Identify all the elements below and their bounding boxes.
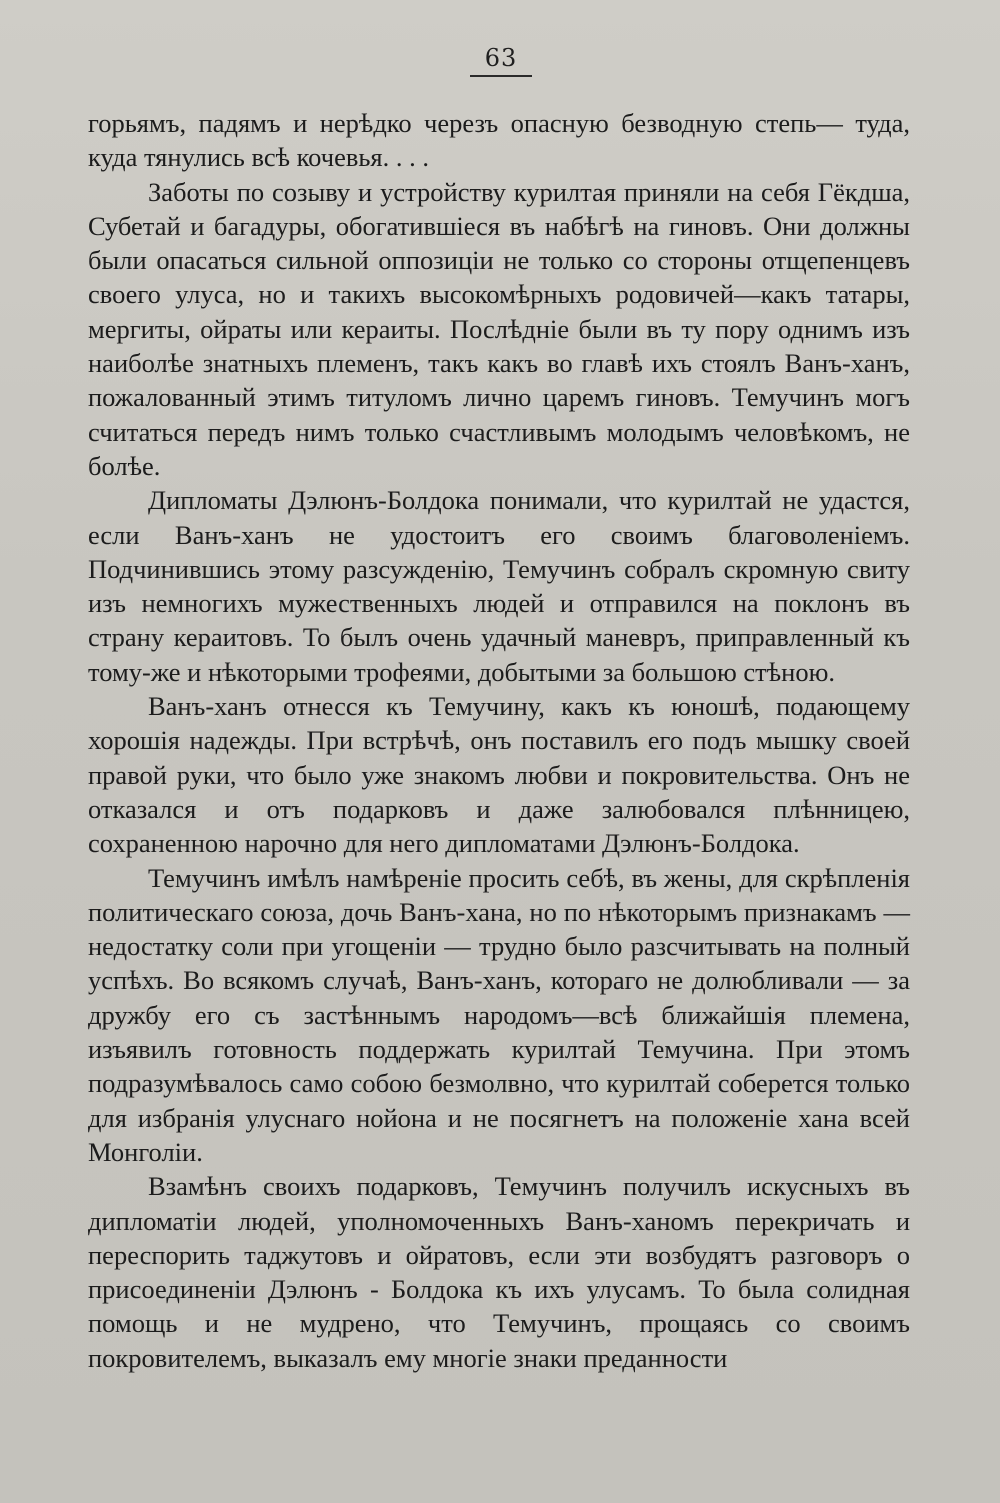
page-number: 63 — [484, 44, 518, 72]
paragraph-2: Заботы по созыву и устройству курилтая приняли на себя Гёкдша, Субетай и багадуры, обогатившіеся въ набѣгѣ на гиновъ. Они должны были опасаться сильной оппозиціи не только со стороны отщепенцевъ своего улуса, но и такихъ высокомѣрныхъ родовичей—какъ татары, мергиты, ойраты или кераиты. Послѣдніе были въ ту пору однимъ изъ наиболѣе знатныхъ племенъ, такъ какъ во главѣ ихъ стоялъ Ванъ-ханъ, пожалованный этимъ титуломъ лично царемъ гиновъ. Темучинъ могъ считаться передъ нимъ только счастливымъ молодымъ человѣкомъ, не болѣе. — [88, 176, 910, 481]
page-number-underline — [470, 75, 532, 77]
paragraph-6: Взамѣнъ своихъ подарковъ, Темучинъ получилъ искусныхъ въ дипломатіи людей, уполномоченныхъ Ванъ-ханомъ перекричать и переспорить таджутовъ и ойратовъ, если эти возбудятъ разговоръ о присоединеніи Дэлюнъ - Болдока къ ихъ улусамъ. То была солидная помощь и не мудрено, что Темучинъ, прощаясь со своимъ покровителемъ, выказалъ ему многіе знаки преданности — [88, 1171, 910, 1373]
body-text — [88, 106, 910, 1375]
paragraph-4: Ванъ-ханъ отнесся къ Темучину, какъ къ юношѣ, подающему хорошія надежды. При встрѣчѣ, онъ поставилъ его подъ мышку своей правой руки, что было уже знакомъ любви и покровительства. Онъ не отказался и отъ подарковъ и даже залюбовался плѣнницею, сохраненною нарочно для него дипломатами Дэлюнъ-Болдока. — [88, 691, 910, 859]
paragraph-3: Дипломаты Дэлюнъ-Болдока понимали, что курилтай не удастся, если Ванъ-ханъ не удостоитъ его своимъ благоволеніемъ. Подчинившись этому разсужденію, Темучинъ собралъ скромную свиту изъ немногихъ мужественныхъ людей и отправился на поклонъ въ страну кераитовъ. То былъ очень удачный маневръ, приправленный къ тому-же и нѣкоторыми трофеями, добытыми за большою стѣною. — [88, 485, 910, 687]
paragraph-5: Темучинъ имѣлъ намѣреніе просить себѣ, въ жены, для скрѣпленія политическаго союза, дочь Ванъ-хана, но по нѣкоторымъ признакамъ — недостатку соли при угощеніи — трудно было разсчитывать на полный успѣхъ. Во всякомъ случаѣ, Ванъ-ханъ, котораго не долюбливали — за дружбу его съ застѣннымъ народомъ—всѣ ближайшія племена, изъявилъ готовность поддержать курилтай Темучина. При этомъ подразумѣвалось само собою безмолвно, что курилтай соберется только для избранія улуснаго нойона и не посягнетъ на положеніе хана всей Монголіи. — [88, 862, 910, 1167]
paragraph-1: горьямъ, падямъ и нерѣдко черезъ опасную безводную степь— туда, куда тянулись всѣ кочевья. . . . — [88, 108, 910, 173]
